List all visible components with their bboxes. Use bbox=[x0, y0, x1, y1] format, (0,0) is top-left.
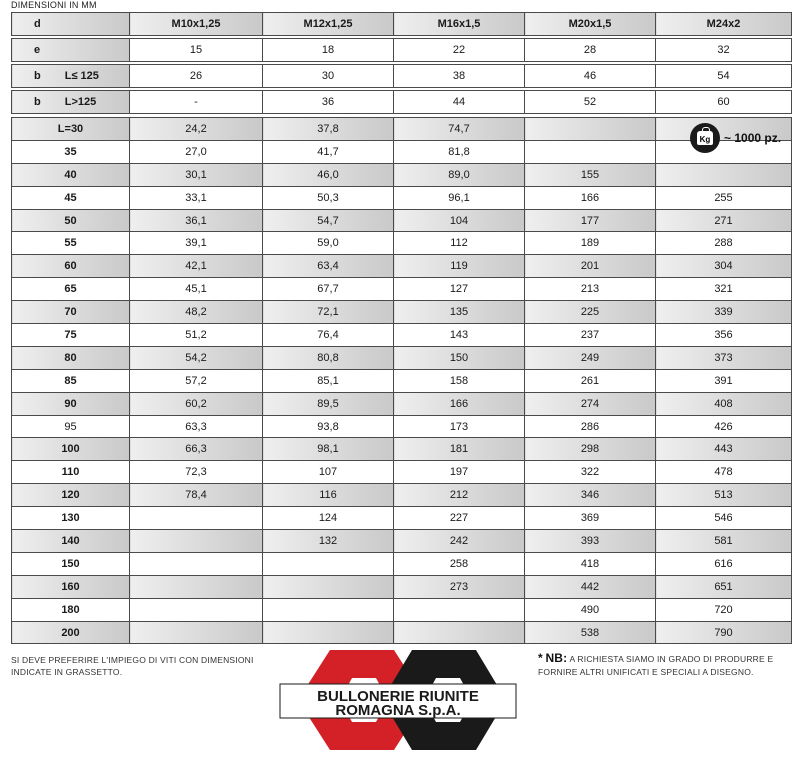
length-row bbox=[12, 530, 792, 553]
weight-value-cell bbox=[130, 507, 263, 530]
weight-value-cell: 48,2 bbox=[130, 301, 263, 324]
header-thread-size: M20x1,5 bbox=[525, 13, 656, 36]
weight-value-cell: 93,8 bbox=[263, 415, 394, 438]
weight-value-cell: 261 bbox=[525, 369, 656, 392]
weight-value-cell bbox=[263, 552, 394, 575]
weight-value-cell: 59,0 bbox=[263, 232, 394, 255]
weight-value-cell: 225 bbox=[525, 301, 656, 324]
weight-value-cell: 356 bbox=[656, 324, 792, 347]
weight-value-cell: 616 bbox=[656, 552, 792, 575]
spec-value-cell: 52 bbox=[525, 91, 656, 114]
thread-spec-table bbox=[11, 12, 792, 114]
length-label-cell: 85 bbox=[12, 369, 130, 392]
weight-value-cell: 720 bbox=[656, 598, 792, 621]
length-label-cell: 110 bbox=[12, 461, 130, 484]
weight-value-cell: 393 bbox=[525, 530, 656, 553]
weight-value-cell: 76,4 bbox=[263, 324, 394, 347]
length-row bbox=[12, 140, 792, 163]
weight-value-cell: 197 bbox=[394, 461, 525, 484]
length-label-cell: 180 bbox=[12, 598, 130, 621]
kg-weight-icon bbox=[690, 123, 720, 153]
spec-row-label bbox=[12, 65, 130, 88]
length-row bbox=[12, 369, 792, 392]
weight-value-cell: 242 bbox=[394, 530, 525, 553]
weight-value-cell: 24,2 bbox=[130, 118, 263, 141]
header-row bbox=[12, 13, 792, 36]
spec-value-cell: 32 bbox=[656, 39, 792, 62]
weight-value-cell bbox=[130, 621, 263, 644]
spec-value-cell: - bbox=[130, 91, 263, 114]
header-thread-size: M16x1,5 bbox=[394, 13, 525, 36]
weight-value-cell: 74,7 bbox=[394, 118, 525, 141]
weight-value-cell: 391 bbox=[656, 369, 792, 392]
weight-value-cell: 237 bbox=[525, 324, 656, 347]
weight-value-cell: 651 bbox=[656, 575, 792, 598]
weight-value-cell: 57,2 bbox=[130, 369, 263, 392]
weight-value-cell: 81,8 bbox=[394, 140, 525, 163]
length-label-cell: 50 bbox=[12, 209, 130, 232]
spec-row-label bbox=[12, 39, 130, 62]
spec-value-cell: 15 bbox=[130, 39, 263, 62]
spec-value-cell: 36 bbox=[263, 91, 394, 114]
weight-value-cell: 426 bbox=[656, 415, 792, 438]
weight-value-cell: 369 bbox=[525, 507, 656, 530]
weight-value-cell: 96,1 bbox=[394, 186, 525, 209]
spec-value-cell: 54 bbox=[656, 65, 792, 88]
weight-value-cell: 158 bbox=[394, 369, 525, 392]
weight-value-cell: 304 bbox=[656, 255, 792, 278]
length-row bbox=[12, 209, 792, 232]
weight-value-cell: 27,0 bbox=[130, 140, 263, 163]
header-thread-size: M24x2 bbox=[656, 13, 792, 36]
weight-value-cell bbox=[263, 575, 394, 598]
weight-value-cell: 124 bbox=[263, 507, 394, 530]
weight-value-cell: 132 bbox=[263, 530, 394, 553]
length-row bbox=[12, 461, 792, 484]
weight-value-cell bbox=[263, 621, 394, 644]
weight-value-cell: 373 bbox=[656, 346, 792, 369]
weight-value-cell: 30,1 bbox=[130, 163, 263, 186]
length-label-cell: 70 bbox=[12, 301, 130, 324]
weight-value-cell: 42,1 bbox=[130, 255, 263, 278]
weight-value-cell: 54,7 bbox=[263, 209, 394, 232]
weight-value-cell: 41,7 bbox=[263, 140, 394, 163]
weight-value-cell bbox=[656, 163, 792, 186]
length-row bbox=[12, 301, 792, 324]
header-thread-size: M10x1,25 bbox=[130, 13, 263, 36]
weight-value-cell: 46,0 bbox=[263, 163, 394, 186]
weight-value-cell: 155 bbox=[525, 163, 656, 186]
weight-value-cell: 339 bbox=[656, 301, 792, 324]
weight-value-cell bbox=[263, 598, 394, 621]
length-row bbox=[12, 232, 792, 255]
length-row bbox=[12, 621, 792, 644]
weight-value-cell: 116 bbox=[263, 484, 394, 507]
weight-value-cell: 33,1 bbox=[130, 186, 263, 209]
weight-value-cell: 288 bbox=[656, 232, 792, 255]
weight-value-cell bbox=[130, 575, 263, 598]
spec-value-cell: 60 bbox=[656, 91, 792, 114]
weight-value-cell: 298 bbox=[525, 438, 656, 461]
spec-value-cell: 22 bbox=[394, 39, 525, 62]
length-row bbox=[12, 163, 792, 186]
weight-per-1000-text: ~ 1000 pz. bbox=[724, 131, 782, 145]
spec-row bbox=[12, 65, 792, 88]
weight-value-cell: 104 bbox=[394, 209, 525, 232]
length-label-cell: 130 bbox=[12, 507, 130, 530]
header-label-d: d bbox=[12, 13, 130, 36]
weight-value-cell: 181 bbox=[394, 438, 525, 461]
logo-line1: BULLONERIE RIUNITE bbox=[317, 688, 479, 705]
weight-value-cell: 581 bbox=[656, 530, 792, 553]
length-label-cell: 45 bbox=[12, 186, 130, 209]
spec-label-letter: b bbox=[34, 96, 41, 108]
weight-value-cell: 39,1 bbox=[130, 232, 263, 255]
spec-label-letter: e bbox=[34, 44, 41, 56]
weight-value-cell: 212 bbox=[394, 484, 525, 507]
weight-value-cell: 50,3 bbox=[263, 186, 394, 209]
length-row bbox=[12, 186, 792, 209]
weight-value-cell: 286 bbox=[525, 415, 656, 438]
weight-value-cell: 273 bbox=[394, 575, 525, 598]
spec-value-cell: 26 bbox=[130, 65, 263, 88]
weight-value-cell: 173 bbox=[394, 415, 525, 438]
weight-value-cell: 213 bbox=[525, 278, 656, 301]
spec-label-letter: b bbox=[34, 70, 41, 82]
length-label-cell: 55 bbox=[12, 232, 130, 255]
weight-value-cell: 201 bbox=[525, 255, 656, 278]
weight-value-cell: 166 bbox=[394, 392, 525, 415]
length-label-cell: 35 bbox=[12, 140, 130, 163]
length-row bbox=[12, 438, 792, 461]
length-label-cell: 120 bbox=[12, 484, 130, 507]
nb-star: * bbox=[538, 651, 543, 665]
weight-value-cell: 322 bbox=[525, 461, 656, 484]
weight-value-cell: 54,2 bbox=[130, 346, 263, 369]
weight-value-cell: 166 bbox=[525, 186, 656, 209]
logo-line2: ROMAGNA S.p.A. bbox=[335, 702, 461, 719]
weight-per-1000-badge bbox=[690, 123, 781, 153]
weight-value-cell: 66,3 bbox=[130, 438, 263, 461]
weight-value-cell: 135 bbox=[394, 301, 525, 324]
length-row bbox=[12, 255, 792, 278]
weight-value-cell: 546 bbox=[656, 507, 792, 530]
weight-value-cell: 36,1 bbox=[130, 209, 263, 232]
length-label-cell: 60 bbox=[12, 255, 130, 278]
length-label-cell: 65 bbox=[12, 278, 130, 301]
weight-value-cell: 408 bbox=[656, 392, 792, 415]
spec-value-cell: 28 bbox=[525, 39, 656, 62]
weight-value-cell bbox=[394, 621, 525, 644]
weight-value-cell bbox=[394, 598, 525, 621]
weight-value-cell: 37,8 bbox=[263, 118, 394, 141]
weight-value-cell: 80,8 bbox=[263, 346, 394, 369]
weight-value-cell: 63,3 bbox=[130, 415, 263, 438]
spec-row bbox=[12, 39, 792, 62]
nb-note bbox=[538, 652, 796, 679]
weight-by-length-table bbox=[11, 117, 792, 644]
weight-value-cell: 490 bbox=[525, 598, 656, 621]
length-label-cell: 90 bbox=[12, 392, 130, 415]
weight-value-cell: 442 bbox=[525, 575, 656, 598]
weight-value-cell: 478 bbox=[656, 461, 792, 484]
weight-value-cell bbox=[525, 118, 656, 141]
nb-text: A RICHIESTA SIAMO IN GRADO DI PRODURRE E FORNIRE ALTRI UNIFICATI E SPECIALI A DISEGNO. bbox=[538, 654, 774, 677]
weight-value-cell: 78,4 bbox=[130, 484, 263, 507]
weight-value-cell: 127 bbox=[394, 278, 525, 301]
weight-value-cell: 513 bbox=[656, 484, 792, 507]
length-row bbox=[12, 324, 792, 347]
weight-value-cell: 538 bbox=[525, 621, 656, 644]
weight-value-cell: 346 bbox=[525, 484, 656, 507]
kg-weight-label: Kg bbox=[697, 131, 713, 145]
length-label-cell: 100 bbox=[12, 438, 130, 461]
spec-row-label bbox=[12, 91, 130, 114]
weight-value-cell: 72,1 bbox=[263, 301, 394, 324]
nb-label: NB: bbox=[545, 651, 568, 665]
spec-value-cell: 18 bbox=[263, 39, 394, 62]
weight-value-cell: 321 bbox=[656, 278, 792, 301]
spec-label-condition: L≤ 125 bbox=[64, 70, 99, 82]
weight-value-cell: 45,1 bbox=[130, 278, 263, 301]
spec-label-condition: L>125 bbox=[64, 96, 97, 108]
length-row bbox=[12, 575, 792, 598]
weight-value-cell: 119 bbox=[394, 255, 525, 278]
weight-value-cell: 63,4 bbox=[263, 255, 394, 278]
weight-value-cell: 89,5 bbox=[263, 392, 394, 415]
weight-value-cell: 274 bbox=[525, 392, 656, 415]
length-row bbox=[12, 278, 792, 301]
spec-value-cell: 46 bbox=[525, 65, 656, 88]
spec-value-cell: 38 bbox=[394, 65, 525, 88]
length-label-cell: 75 bbox=[12, 324, 130, 347]
weight-value-cell: 89,0 bbox=[394, 163, 525, 186]
weight-value-cell: 72,3 bbox=[130, 461, 263, 484]
length-label-cell: 40 bbox=[12, 163, 130, 186]
length-row bbox=[12, 484, 792, 507]
weight-value-cell: 107 bbox=[263, 461, 394, 484]
weight-value-cell: 249 bbox=[525, 346, 656, 369]
header-thread-size: M12x1,25 bbox=[263, 13, 394, 36]
length-row bbox=[12, 598, 792, 621]
length-label-cell: 95 bbox=[12, 415, 130, 438]
weight-value-cell: 443 bbox=[656, 438, 792, 461]
weight-value-cell: 418 bbox=[525, 552, 656, 575]
weight-value-cell: 189 bbox=[525, 232, 656, 255]
weight-value-cell: 143 bbox=[394, 324, 525, 347]
length-label-cell: 80 bbox=[12, 346, 130, 369]
length-row bbox=[12, 118, 792, 141]
length-label-cell: L=30 bbox=[12, 118, 130, 141]
weight-value-cell: 790 bbox=[656, 621, 792, 644]
weight-value-cell: 60,2 bbox=[130, 392, 263, 415]
spec-value-cell: 30 bbox=[263, 65, 394, 88]
weight-value-cell: 85,1 bbox=[263, 369, 394, 392]
length-label-cell: 150 bbox=[12, 552, 130, 575]
weight-value-cell: 271 bbox=[656, 209, 792, 232]
length-row bbox=[12, 346, 792, 369]
weight-value-cell: 255 bbox=[656, 186, 792, 209]
spec-row bbox=[12, 91, 792, 114]
weight-value-cell: 67,7 bbox=[263, 278, 394, 301]
bold-dimensions-note: SI DEVE PREFERIRE L'IMPIEGO DI VITI CON DIMENSIONI INDICATE IN GRASSETTO. bbox=[11, 655, 254, 677]
length-row bbox=[12, 392, 792, 415]
length-label-cell: 140 bbox=[12, 530, 130, 553]
weight-value-cell: 227 bbox=[394, 507, 525, 530]
length-row bbox=[12, 552, 792, 575]
weight-value-cell: 258 bbox=[394, 552, 525, 575]
spec-value-cell: 44 bbox=[394, 91, 525, 114]
weight-value-cell: 51,2 bbox=[130, 324, 263, 347]
length-label-cell: 200 bbox=[12, 621, 130, 644]
company-logo bbox=[278, 644, 518, 757]
weight-value-cell: 150 bbox=[394, 346, 525, 369]
dimensions-caption: DIMENSIONI IN MM bbox=[11, 0, 97, 10]
length-row bbox=[12, 507, 792, 530]
weight-value-cell bbox=[130, 530, 263, 553]
weight-value-cell bbox=[525, 140, 656, 163]
weight-value-cell bbox=[130, 598, 263, 621]
weight-value-cell bbox=[130, 552, 263, 575]
weight-value-cell: 112 bbox=[394, 232, 525, 255]
length-row bbox=[12, 415, 792, 438]
weight-value-cell: 98,1 bbox=[263, 438, 394, 461]
length-label-cell: 160 bbox=[12, 575, 130, 598]
weight-value-cell: 177 bbox=[525, 209, 656, 232]
